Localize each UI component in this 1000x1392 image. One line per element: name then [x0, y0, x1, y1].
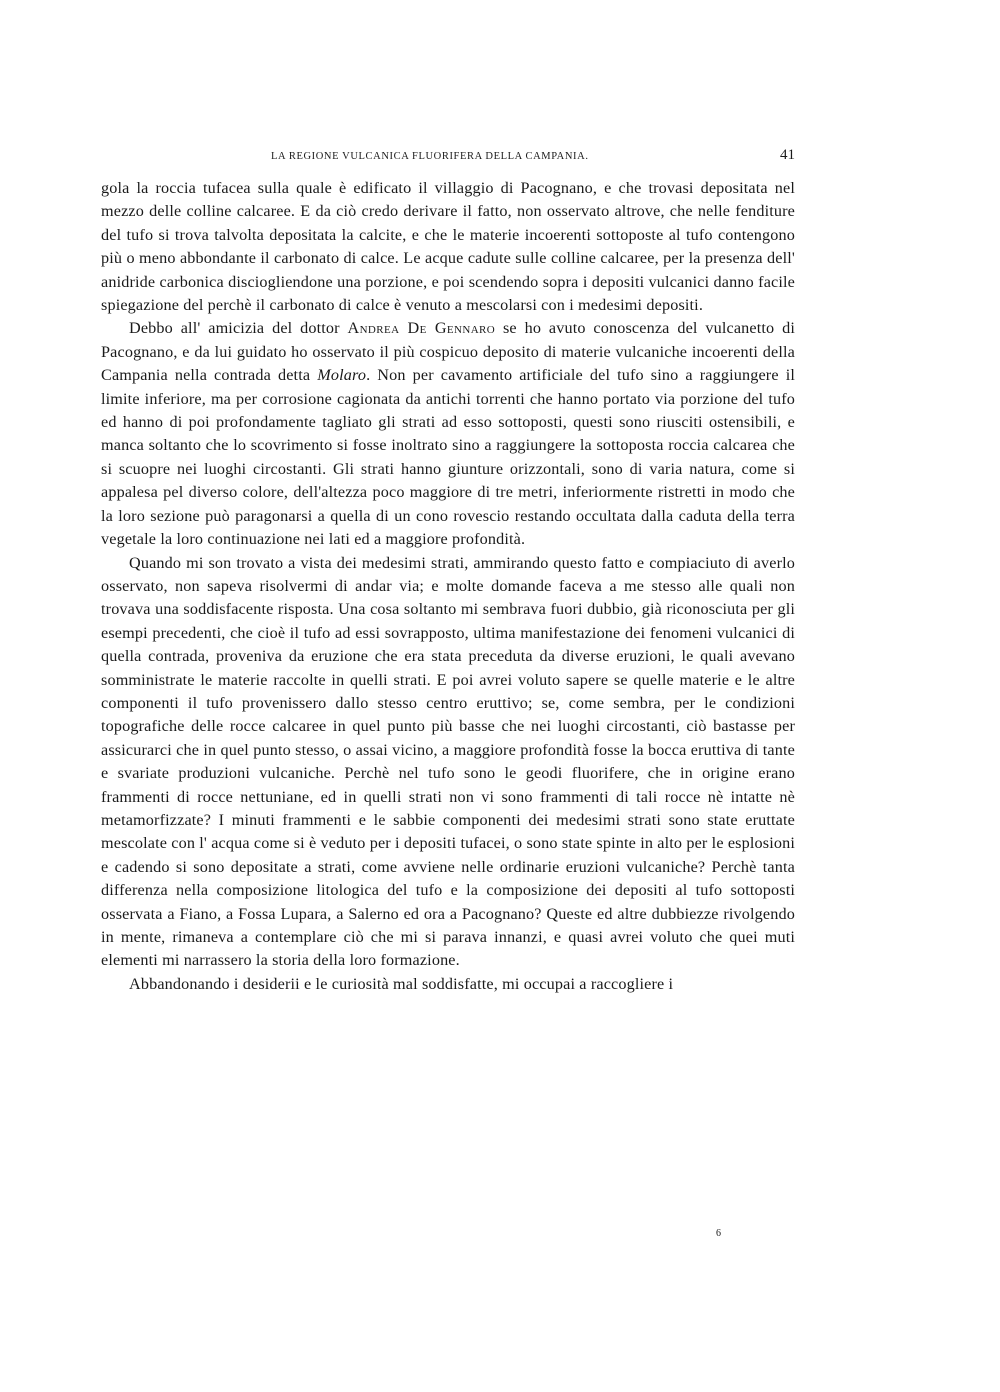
running-head [101, 147, 795, 169]
paragraph-4 [101, 973, 795, 996]
running-title: LA REGIONE VULCANICA FLUORIFERA DELLA CAMPANIA. [271, 151, 589, 162]
paragraph-3-text: Quando mi son trovato a vista dei medesimi strati, ammirando questo fatto e compiaciuto di averlo osservato, non sapeva risolvermi di andar via; e molte domande faceva a me stesso alle quali non trovava una soddisfacente risposta. Una cosa soltanto mi sembrava fuori dubbio, già riconosciuta per gli esempi precedenti, che cioè il tufo ad essi sovrapposto, ultima manifestazione dei fenomeni vulcanici di quella contrada, proveniva da eruzione che era stata preceduta da diverse eruzioni, le quali avevano somministrate le materie raccolte in quelli strati. E poi avrei voluto sapere se quelle materie e le altre componenti il tufo provenissero dallo stesso centro eruttivo; se, come sembra, per le condizioni topografiche delle rocce calcaree in quel punto più basse che nei luoghi circostanti, ciò bastasse per assicurarci che in quel punto stesso, o assai vicino, a maggiore profondità fosse la bocca eruttiva di tante e svariate produzioni vulcaniche. Perchè nel tufo sono le geodi fluorifere, che in origine erano frammenti di rocce nettuniane, ed in quelli strati non vi sono frammenti di tali rocce nè intatte nè metamorfizzate? I minuti frammenti e le sabbie componenti dei medesimi strati sono state eruttate mescolate con l' acqua come si è veduto per i depositi tufacei, o sono state spinte in alto per le esplosioni e cadendo si sono depositate a strati, come avviene nelle ordinarie eruzioni vulcaniche? Perchè tanta differenza nella composizione litologica del tufo e la composizione dei depositi al tufo sottoposti osservata a Fiano, a Fossa Lupara, a Salerno ed ora a Pacognano? Queste ed altre dubbiezze rivolgendo in mente, rimaneva a contemplare ciò che mi si parava innanzi, e quasi avrei voluto che quei muti elementi mi narrassero la storia della loro formazione. [101, 553, 796, 970]
paragraph-1 [101, 177, 795, 317]
page-number: 41 [780, 147, 795, 163]
paragraph-4-text: Abbandonando i desiderii e le curiosità mal soddisfatte, mi occupai a raccogliere i [129, 974, 674, 993]
paragraph-1-text: gola la roccia tufacea sulla quale è edificato il villaggio di Pacognano, e che trovasi depositata nel mezzo delle colline calcaree. E da ciò credo derivare il fatto, non osservato altrove, che nelle fenditure del tufo si trova talvolta depositata la calcite, e che le materie incoerenti sottoposte al tufo contengono più o meno abbondante il carbonato di calce. Le acque cadute sulle colline calcaree, per la presenza dell' anidride carbonica disciogliendone una porzione, e poi scendendo sopra i depositi vulcanici danno facile spiegazione del perchè il carbonato di calce è venuto a mescolarsi con i medesimi depositi. [101, 179, 795, 315]
signature-mark: 6 [716, 1228, 721, 1239]
paragraph-3 [101, 552, 795, 973]
body-text [101, 177, 795, 996]
place-name: Molaro [317, 366, 367, 385]
paragraph-2-text-b: se ho avuto conoscenza del vulcanetto di Pacognano, e da lui guidato ho osservato il più cospicuo deposito di materie vulcaniche incoerenti della Campania nella contrada detta [101, 319, 795, 385]
paragraph-2-text-a: Debbo all' amicizia del dottor [129, 319, 348, 338]
paragraph-2 [101, 317, 795, 551]
paragraph-2-text-c: . Non per cavamento artificiale del tufo sino a raggiungere il limite inferiore, ma per corrosione cagionata da antichi torrenti che hanno portato via porzione del tufo ed hanno di poi profondamente tagliato gli strati ad esso sottoposti, questi sono riusciti ostensibili, e manca soltanto che lo scovrimento si fosse inoltrato sino a raggiungere la sottoposta roccia calcarea che si scuopre nei luoghi circostanti. Gli strati hanno giunture orizzontali, sono di varia natura, come si appalesa pel diverso colore, dell'altezza poco maggiore di tre metri, inferiormente ristretti in modo che la loro sezione può paragonarsi a quella di un cono rovescio restando occultata dalla caduta della terra vegetale la loro continuazione nei lati ed a maggiore profondità. [101, 366, 795, 549]
person-name: Andrea De Gennaro [347, 319, 496, 338]
